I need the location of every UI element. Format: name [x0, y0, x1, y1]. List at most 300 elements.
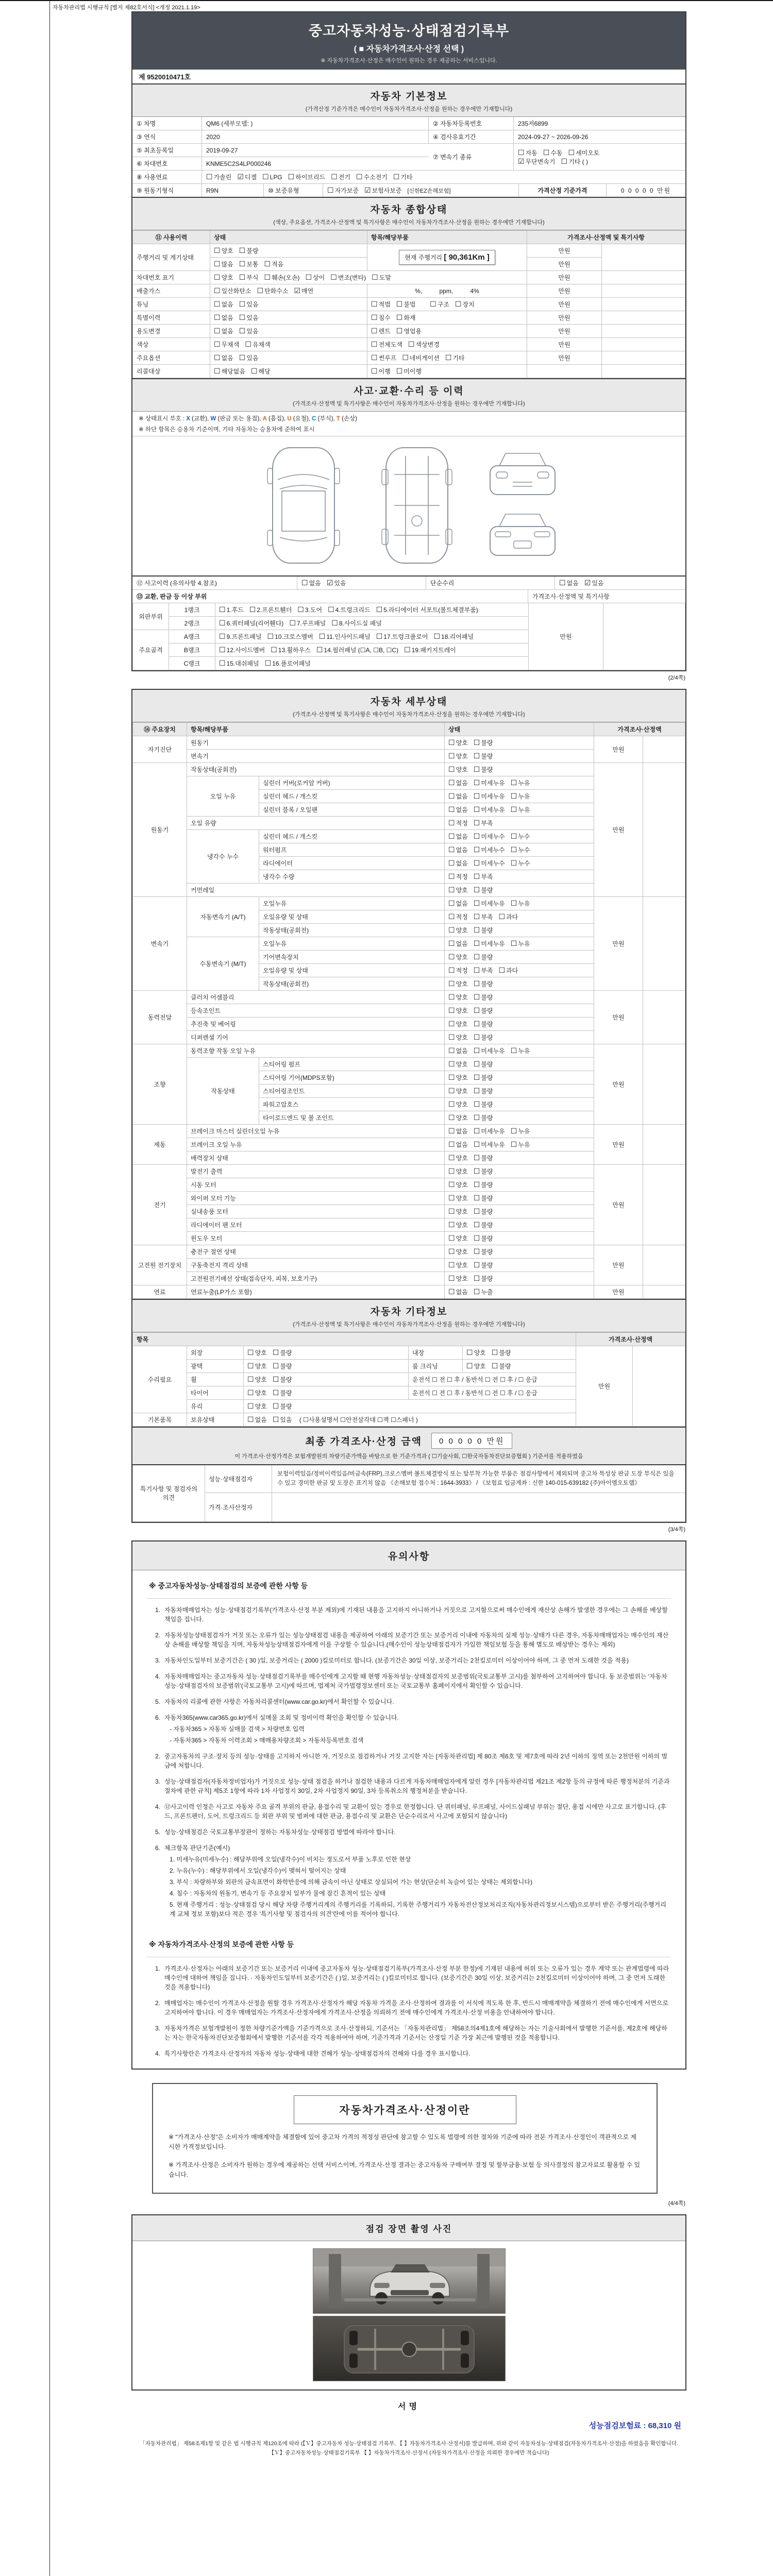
checkbox-option[interactable]: ☐ 적정	[448, 912, 468, 921]
state-options	[445, 857, 594, 870]
checkbox-option[interactable]: ☐ 없음	[448, 1287, 468, 1296]
checkbox-option[interactable]: ☐ 있음	[239, 353, 259, 362]
caution-number: 3.	[155, 1656, 160, 1664]
checkbox-option[interactable]: ☐ 누유	[510, 899, 530, 907]
unchecked-checkbox-icon: ☐	[448, 792, 455, 800]
checkbox-option[interactable]: ☐ 9.프론트패널	[219, 632, 262, 640]
checkbox-option[interactable]: ☐ 없음	[448, 1046, 468, 1055]
checkbox-option[interactable]: ☐ 해당	[250, 367, 271, 375]
caution-item: 5. 자동차의 리콜에 관한 사항은 자동차리콜센터(www.car.go.kr)에서 확인할 수 있습니다.	[147, 1697, 671, 1706]
checkbox-option[interactable]: ☑ 디젤	[237, 173, 257, 181]
checkbox-option[interactable]: ☐ 썬루프	[371, 353, 397, 362]
col-item: 항목/해당부품	[187, 723, 445, 736]
checkbox-option[interactable]: ☐ 양호	[214, 273, 233, 281]
mileage-amount-options	[210, 258, 367, 271]
checkbox-option[interactable]: ☐ 네비게이션	[402, 353, 440, 362]
checkbox-option[interactable]: ☐ 불량	[473, 1167, 493, 1175]
state-options	[445, 1245, 594, 1259]
checkbox-option[interactable]: ☐ 없음	[214, 300, 233, 308]
device-item: 타이로드엔드 및 볼 조인트	[259, 1111, 445, 1125]
checkbox-option[interactable]: ☐ 불량	[473, 926, 493, 934]
checkbox-option[interactable]: ☐ 많음	[214, 260, 233, 268]
device-item: 실린더 헤드 / 개스킷	[259, 830, 445, 843]
checkbox-option[interactable]: ☐ 양호	[448, 1221, 468, 1229]
checkbox-option[interactable]: ☐ 6.쿼터패널(리어휀다)	[219, 619, 284, 627]
unchecked-checkbox-icon: ☐	[272, 1375, 279, 1383]
checkbox-option[interactable]: ☐ 불량	[473, 1087, 493, 1095]
checkbox-option[interactable]: ☐ 불량	[491, 1362, 511, 1370]
checkbox-option[interactable]: ☐ 양호	[466, 1348, 486, 1357]
checkbox-option[interactable]: ☐ 렌트	[371, 327, 391, 335]
checkbox-option[interactable]: ☐ 불량	[473, 1073, 493, 1081]
checkbox-option[interactable]: ☐ 18.리어패널	[433, 632, 474, 640]
checkbox-option[interactable]: ☐ 불량	[473, 1180, 493, 1189]
checkbox-option[interactable]: ☐ 양호	[448, 1100, 468, 1108]
checkbox-option[interactable]: ☐ 수동	[543, 148, 563, 157]
checkbox-option[interactable]: ☐ 불량	[473, 1006, 493, 1014]
unchecked-checkbox-icon: ☐	[271, 646, 277, 654]
checkbox-option[interactable]: ☐ 구조	[430, 300, 449, 308]
unchecked-checkbox-icon: ☐	[559, 579, 566, 587]
warranty-type-label: ⑩ 보증유형	[264, 184, 323, 197]
checkbox-option[interactable]: ☐ 누수	[510, 859, 530, 867]
checkbox-option[interactable]: ☑ 보험사보증	[364, 186, 402, 194]
caution-item: 3. 자동차가격은 보험개발원이 정한 차량기준가액을 기준가격으로 조사·산정하되, 기준서는 「자동차관리법」 제58조의4제1호에 해당하는 자는 기술사회에서 발행한 기준서를, 제2호에 해당하는 자는 한국자동차진단보증협회에서 발행한 기준서를 각각 적용하여야 하며, 기준가격과 기준서는 산정일 기준 가장 최근에 발행된 것을 적용합니다.	[147, 2024, 671, 2042]
checkbox-option[interactable]: ☐ 양호	[247, 1362, 267, 1370]
unchecked-checkbox-icon: ☐	[448, 926, 455, 934]
unchecked-checkbox-icon: ☐	[448, 1046, 455, 1055]
price-cell: 만원	[527, 244, 602, 258]
engine-type-label: ⑨ 원동기형식	[132, 184, 202, 197]
unchecked-checkbox-icon: ☐	[272, 1388, 279, 1397]
unchecked-checkbox-icon: ☐	[214, 273, 221, 281]
checkbox-option[interactable]: ☐ 불량	[473, 1154, 493, 1162]
detail-row	[133, 1285, 685, 1299]
final-price-note: 이 가격조사·산정가격은 보험개발원의 차량기준가액을 바탕으로 한 기준가격과 ( ☐기술사회, ☐한국자동차진단보증협회 ) 기준서를 적용하였음	[234, 1453, 583, 1460]
checkbox-option[interactable]: ☐ 양호	[448, 1073, 468, 1081]
checkbox-option[interactable]: ☐ 적법	[371, 300, 391, 308]
checkbox-option[interactable]: ☐ 있음	[239, 313, 259, 321]
overall-status-title: 자동차 종합상태	[370, 205, 448, 215]
checkbox-option[interactable]: ☐ 부족	[473, 819, 493, 827]
checkbox-option[interactable]: ☐ 있음	[239, 300, 259, 308]
special-notes-table	[132, 1464, 685, 1522]
table-row	[133, 1333, 685, 1346]
checkbox-option[interactable]: ☐ 양호	[214, 246, 233, 255]
caution-subitem: - 자동차365 > 자동차 이력조회 > 매매용차량조회 > 자동차등록번호 검색	[170, 1736, 364, 1744]
transmission-label: ⑦ 변속기 종류	[429, 144, 514, 170]
price-cell	[527, 365, 602, 378]
checkbox-option[interactable]: ☐ 없음	[448, 939, 468, 947]
state-options	[445, 1084, 594, 1098]
checkbox-option[interactable]: ☐ 미세누수	[473, 832, 505, 840]
checkbox-option[interactable]: ☐ 불량	[473, 1207, 493, 1215]
unchecked-checkbox-icon: ☐	[448, 1207, 455, 1215]
checkbox-option[interactable]: ☐ 불량	[272, 1402, 292, 1410]
checkbox-option[interactable]: ☐ 적음	[264, 260, 284, 268]
checkbox-option[interactable]: ☐ 있음	[239, 327, 259, 335]
checkbox-option[interactable]: ☐ 전기	[331, 173, 350, 181]
checkbox-option[interactable]: ☐ 기타	[393, 173, 413, 181]
checkbox-option[interactable]: ☐ 부족	[473, 966, 493, 974]
checkbox-option[interactable]: ☐ 부식	[239, 273, 259, 281]
table-row	[132, 117, 685, 130]
checkbox-option[interactable]: ☐ 양호	[466, 1362, 486, 1370]
unchecked-checkbox-icon: ☐	[272, 1402, 279, 1410]
checkbox-option[interactable]: ☐ 자동	[518, 148, 537, 157]
checkbox-option[interactable]: ☐ 미세누유	[473, 1127, 505, 1135]
detail-row	[133, 1044, 685, 1058]
checkbox-option[interactable]: ☐ 없음	[448, 1127, 468, 1135]
checkbox-option[interactable]: ☐ 보통	[239, 260, 259, 268]
price-cell: 만원	[527, 351, 602, 365]
unchecked-checkbox-icon: ☐	[510, 832, 517, 840]
checkbox-option[interactable]: ☐ 자가보증	[327, 186, 359, 194]
checkbox-option[interactable]: ☐ 전체도색	[371, 340, 402, 348]
checkbox-option[interactable]: ☐ 7.루프패널	[289, 619, 326, 627]
unchecked-checkbox-icon: ☐	[376, 605, 383, 614]
unchecked-checkbox-icon: ☐	[473, 926, 480, 934]
checkbox-option[interactable]: ☐ 불량	[473, 993, 493, 1001]
other-info-title: 자동차 기타정보	[370, 1307, 448, 1317]
checkbox-option[interactable]: ☐ 2.프론트휀더	[249, 605, 292, 614]
unchecked-checkbox-icon: ☐	[448, 912, 455, 921]
tire-options	[244, 1386, 409, 1400]
checkbox-option[interactable]: ☐ 불량	[272, 1362, 292, 1370]
checkbox-option[interactable]: ☐ 없음	[559, 579, 579, 587]
final-price-value: 0 0 0 0 0 만원	[431, 1433, 513, 1449]
cautions-list-1	[147, 1605, 671, 1919]
checkbox-option[interactable]: ☐ 미이행	[396, 367, 422, 375]
unchecked-checkbox-icon: ☐	[473, 1140, 480, 1148]
checkbox-option[interactable]: ☐ 없음	[448, 778, 468, 787]
state-options	[445, 790, 594, 803]
caution-number: 1.	[155, 1606, 160, 1614]
checkbox-option[interactable]: ☐ 양호	[448, 1247, 468, 1256]
checkbox-option[interactable]: ☐ 불량	[473, 1020, 493, 1028]
color-label: 색상	[133, 338, 210, 351]
unchecked-checkbox-icon: ☐	[473, 1274, 480, 1282]
checkbox-option[interactable]: ☐ 불량	[491, 1348, 511, 1357]
unchecked-checkbox-icon: ☐	[561, 157, 568, 165]
checkbox-option[interactable]: ☐ 불량	[473, 979, 493, 988]
checkbox-option[interactable]: ☐ 훼손(오손)	[264, 273, 300, 281]
checkbox-option[interactable]: ☐ 양호	[448, 1006, 468, 1014]
checkbox-option[interactable]: ☐ 없음	[448, 845, 468, 854]
checkbox-option[interactable]: ☐ 양호	[448, 1060, 468, 1068]
checkbox-option[interactable]: ☐ 불량	[473, 1060, 493, 1068]
checkbox-option[interactable]: ☐ 양호	[448, 1261, 468, 1269]
checkbox-option[interactable]: ☐ 무채색	[214, 340, 240, 348]
unchecked-checkbox-icon: ☐	[473, 778, 480, 787]
checkbox-option[interactable]: ☐ 불량	[272, 1388, 292, 1397]
checkbox-option[interactable]: ☐ 화재	[396, 313, 416, 321]
checkbox-option[interactable]: ☐ 양호	[448, 1274, 468, 1282]
checkbox-option[interactable]: ☐ 불량	[272, 1375, 292, 1383]
detail-status-title: 자동차 세부상태	[370, 697, 448, 707]
unchecked-checkbox-icon: ☐	[448, 845, 455, 854]
checkbox-option[interactable]: ☐ 미세누수	[473, 859, 505, 867]
notes-cell	[643, 991, 685, 1044]
unchecked-checkbox-icon: ☐	[356, 173, 363, 181]
checkbox-option[interactable]: ☐ 15.대쉬패널	[219, 659, 259, 667]
unchecked-checkbox-icon: ☐	[214, 300, 221, 308]
checkbox-option[interactable]: ☐ 8.사이드실 패널	[331, 619, 382, 627]
unchecked-checkbox-icon: ☐	[219, 646, 226, 654]
checkbox-option[interactable]: ☐ 기타	[445, 353, 465, 362]
checkbox-option[interactable]: ☐ 19.패키지트레이	[404, 646, 456, 654]
checkbox-option[interactable]: ☐ 13.휠하우스	[271, 646, 311, 654]
device-item: 실내송풍 모터	[187, 1205, 445, 1218]
checkbox-option[interactable]: ☐ 양호	[448, 1167, 468, 1175]
checkbox-option[interactable]: ☐ 5.라디에이터 서포트(볼트체결부품)	[376, 605, 478, 614]
checkbox-option[interactable]: ☐ 불량	[239, 246, 259, 255]
checkbox-option[interactable]: ☐ 10.크로스멤버	[267, 632, 313, 640]
checkbox-option[interactable]: ☐ 양호	[448, 738, 468, 747]
checkbox-option[interactable]: ☐ 양호	[448, 953, 468, 961]
checkbox-option[interactable]: ☐ 17.트렁크플로어	[376, 632, 428, 640]
checkbox-option[interactable]: ☑ 매연	[294, 286, 314, 295]
checkbox-option[interactable]: ☐ 불량	[473, 1274, 493, 1282]
checkbox-option[interactable]: ☐ 미세누유	[473, 792, 505, 800]
checkbox-option[interactable]: ☐ 불량	[473, 953, 493, 961]
table-row	[133, 1493, 685, 1521]
unchecked-checkbox-icon: ☐	[247, 1388, 254, 1397]
checkbox-option[interactable]: ☐ 없음	[448, 792, 468, 800]
checkbox-option[interactable]: ☐ 누유	[510, 1046, 530, 1055]
checkbox-option[interactable]: ☐ 누유	[510, 778, 530, 787]
checkbox-option[interactable]: ☐ 적정	[448, 872, 468, 880]
checkbox-option[interactable]: ☐ 불량	[473, 1033, 493, 1041]
state-options	[445, 924, 594, 937]
checkbox-option[interactable]: ☐ 이행	[371, 367, 391, 375]
checkbox-option[interactable]: ☐ 가솔린	[206, 173, 232, 181]
checkbox-option[interactable]: ☐ 과다	[498, 966, 518, 974]
exterior-options	[244, 1346, 409, 1360]
checkbox-option[interactable]: ☐ 불량	[473, 1194, 493, 1202]
checkbox-option[interactable]: ☐ 없음	[448, 859, 468, 867]
main-frame-label: 주요골격	[133, 630, 169, 670]
state-options	[445, 884, 594, 897]
checkbox-option[interactable]: ☐ 누유	[510, 805, 530, 814]
checkbox-option[interactable]: ☐ 불량	[473, 1221, 493, 1229]
checkbox-option[interactable]: ☐ 누출	[473, 1287, 493, 1296]
checkbox-option[interactable]: ☐ 4.트렁크리드	[328, 605, 371, 614]
checkbox-option[interactable]: ☐ 양호	[448, 993, 468, 1001]
checkbox-option[interactable]: ☐ 누유	[510, 1140, 530, 1148]
checkbox-option[interactable]: ☐ 양호	[448, 1180, 468, 1189]
cautions-list-2	[147, 1964, 671, 2058]
checkbox-option[interactable]: ☐ LPG	[262, 173, 282, 181]
checkbox-option[interactable]: ☐ 14.필러패널 (☐A, ☐B, ☐C)	[316, 646, 399, 654]
checkbox-option[interactable]: ☐ 미세누수	[473, 845, 505, 854]
checkbox-option[interactable]: ☐ 불량	[473, 1113, 493, 1122]
checkbox-option[interactable]: ☐ 세미오토	[568, 148, 600, 157]
checkbox-option[interactable]: ☐ 양호	[247, 1348, 267, 1357]
checkbox-option[interactable]: ☐ 없음	[448, 832, 468, 840]
checkbox-option[interactable]: ☐ 누유	[510, 1127, 530, 1135]
checkbox-option[interactable]: ☐ 없음	[214, 353, 233, 362]
checkbox-option[interactable]: ☐ 12.사이드멤버	[219, 646, 265, 654]
checkbox-option[interactable]: ☐ 양호	[247, 1388, 267, 1397]
checkbox-option[interactable]: ☐ 양호	[448, 1207, 468, 1215]
device-item: 변속기	[187, 750, 445, 763]
price-cell: 만원	[527, 284, 602, 298]
unchecked-checkbox-icon: ☐	[239, 327, 246, 335]
unchecked-checkbox-icon: ☐	[305, 273, 312, 281]
checkbox-option[interactable]: ☐ 양호	[448, 765, 468, 773]
notes-cell	[602, 311, 685, 325]
checkbox-option[interactable]: ☐ 불량	[473, 1247, 493, 1256]
checkbox-option[interactable]: ☐ 미세누유	[473, 778, 505, 787]
checkbox-option[interactable]: ☐ 하이브리드	[288, 173, 326, 181]
checkbox-option[interactable]: ☐ 불량	[272, 1348, 292, 1357]
caution-item: 6. 체크항목 판단기준(예시) 1. 미세누유(미세누수) : 해당부위에 오일(냉각수)이 비치는 정도로서 부품 노후로 인한 현상 2. 누유(누수) : 해당부위에서 오일(냉각수)이 맺혀서 떨어지는 상태 3. 부식 : 차량하부와 외판의 금속표면이 화학반응에 의해 금속이 아닌 상태로 상실되어 가는 현상(단순히 녹슬어 있는 상태는 제외합니다) 4. 침수 : 자동차의 원동기, 변속기 등 주요장치 일부가 물에 잠긴 흔적이 있는 상태 5. 현재 주행거리 : 성능·상태점검 당시 해당 차량 주행거리계의 주행거리를 기록하되, 기록한 주행거리가 자동차전산정보처리조직(자동차관리정보시스템)으로부터 받은 주행거리(주행거리계 교체 정보 포함)보다 적은 경우 '특기사항 및 점검자의 의견'란에 이를 적어야 합니다.	[147, 1843, 671, 1919]
checkbox-option[interactable]: ☐ 침수	[371, 313, 391, 321]
tuning-label: 튜닝	[133, 298, 210, 311]
unchecked-checkbox-icon: ☐	[510, 859, 517, 867]
unchecked-checkbox-icon: ☐	[448, 752, 455, 760]
rankB-options	[215, 643, 529, 657]
appraiser-label: 가격·조사산정자	[205, 1493, 272, 1521]
checkbox-option[interactable]: ☐ 적정	[448, 819, 468, 827]
checkbox-option[interactable]: ☐ 양호	[448, 1087, 468, 1095]
checkbox-option[interactable]: ☐ 양호	[448, 1113, 468, 1122]
checkbox-option[interactable]: ☐ 부족	[473, 872, 493, 880]
unchecked-checkbox-icon: ☐	[448, 1127, 455, 1135]
checkbox-option[interactable]: ☐ 16.플로어패널	[264, 659, 311, 667]
checkbox-option[interactable]: ☐ 없음	[214, 313, 233, 321]
checkbox-option[interactable]: ☐ 양호	[247, 1402, 267, 1410]
checkbox-option[interactable]: ☐ 없음	[448, 805, 468, 814]
checkbox-option[interactable]: ☐ 양호	[448, 1154, 468, 1162]
checkbox-option[interactable]: ☐ 과다	[498, 912, 518, 921]
unchecked-checkbox-icon: ☐	[331, 173, 338, 181]
checkbox-option[interactable]: ☐ 불법	[396, 300, 416, 308]
checkbox-option[interactable]: ☐ 양호	[247, 1375, 267, 1383]
unchecked-checkbox-icon: ☐	[396, 313, 403, 321]
checked-checkbox-icon: ☑	[294, 286, 301, 295]
checkbox-option[interactable]: ☐ 미세누유	[473, 1140, 505, 1148]
unchecked-checkbox-icon: ☐	[473, 845, 480, 854]
checkbox-option[interactable]: ☐ 색상변경	[408, 340, 440, 348]
simple-repair-label: 단순수리	[426, 577, 555, 589]
checkbox-option[interactable]: ☐ 양호	[448, 979, 468, 988]
checkbox-option[interactable]: ☐ 탄화수소	[257, 286, 289, 295]
checkbox-option[interactable]: ☐ 양호	[448, 926, 468, 934]
checkbox-option[interactable]: ☐ 11.인사이드패널	[318, 632, 371, 640]
unchecked-checkbox-icon: ☐	[448, 1180, 455, 1189]
unchecked-checkbox-icon: ☐	[448, 1020, 455, 1028]
checkbox-option[interactable]: ☐ 기타 ( )	[561, 157, 588, 165]
accident-history-options	[297, 577, 426, 589]
checkbox-option[interactable]: ☐ 일산화탄소	[214, 286, 251, 295]
checkbox-option[interactable]: ☐ 있음	[272, 1415, 292, 1423]
checkbox-option[interactable]: ☐ 불량	[473, 738, 493, 747]
checkbox-option[interactable]: ☑ 있음	[326, 579, 346, 587]
checkbox-option[interactable]: ☐ 해당없음	[214, 367, 245, 375]
checkbox-option[interactable]: ☐ 양호	[448, 752, 468, 760]
wheel-options	[244, 1373, 409, 1386]
checkbox-option[interactable]: ☐ 변조(변타)	[330, 273, 366, 281]
checkbox-option[interactable]: ☐ 불량	[473, 752, 493, 760]
checkbox-option[interactable]: ☐ 불량	[473, 1234, 493, 1242]
device-subgroup: 냉각수 누수	[187, 830, 259, 884]
table-row	[132, 144, 429, 157]
unchecked-checkbox-icon: ☐	[473, 805, 480, 814]
state-options	[445, 1178, 594, 1192]
checkbox-option[interactable]: ☐ 유채색	[245, 340, 271, 348]
state-options	[445, 750, 594, 763]
unchecked-checkbox-icon: ☐	[214, 286, 221, 295]
checkbox-option[interactable]: ☐ 누수	[510, 845, 530, 854]
vin-mark-label: 차대번호 표기	[133, 271, 210, 284]
checkbox-option[interactable]: ☐ 양호	[448, 1020, 468, 1028]
checkbox-option[interactable]: ☐ 영업용	[396, 327, 422, 335]
checkbox-option[interactable]: ☐ 상이	[305, 273, 325, 281]
unchecked-checkbox-icon: ☐	[371, 367, 378, 375]
unchecked-checkbox-icon: ☐	[473, 1046, 480, 1055]
checkbox-option[interactable]: ☑ 무단변속기	[518, 157, 556, 165]
checkbox-option[interactable]: ☐ 없음	[448, 1140, 468, 1148]
caution-item: 1. 가격조사·산정자는 아래의 보증기간 또는 보증거리 이내에 중고자동차 성능·상태점검기록부(가격조사·산정 부분 한정)에 기재된 내용에 허위 또는 오류가 있는 경우 계약 또는 관계법령에 따라 매수인에 대하여 책임을 집니다. · 자동차인도일부터 보증기간은 ( )일, 보증거리는 ( )킬로미터로 합니다. (보증기간은 30일 이상, 보증거리는 2천킬로미터 이상이어야 하며, 그 중 먼저 도래한 것을 적용합니다)	[147, 1964, 671, 1992]
checkbox-option[interactable]: ☐ 도말	[372, 273, 391, 281]
glass-options	[244, 1400, 576, 1413]
checkbox-option[interactable]: ☐ 미세누유	[473, 939, 505, 947]
warranty-insurer: [신한EZ손해보험]	[407, 188, 451, 194]
checkbox-option[interactable]: ☐ 없음	[214, 327, 233, 335]
checkbox-option[interactable]: ☐ 장치	[455, 300, 475, 308]
checkbox-option[interactable]: ☐ 불량	[473, 765, 493, 773]
checkbox-option[interactable]: ☐ 누유	[510, 792, 530, 800]
checkbox-option[interactable]: ☐ 없음	[247, 1415, 267, 1423]
checkbox-option[interactable]: ☐ 미세누유	[473, 1046, 505, 1055]
checkbox-option[interactable]: ☐ 미세누유	[473, 899, 505, 907]
have-state-detail: ( ☐사용설명서 ☐안전삼각대 ☐잭 ☐스패너 )	[299, 1416, 418, 1423]
checkbox-option[interactable]: ☐ 누유	[510, 939, 530, 947]
checkbox-option[interactable]: ☐ 적정	[448, 966, 468, 974]
accident-history-row	[132, 575, 685, 589]
table-row	[133, 338, 685, 351]
checkbox-option[interactable]: ☐ 없음	[448, 899, 468, 907]
checkbox-option[interactable]: ☐ 양호	[448, 886, 468, 894]
checkbox-option[interactable]: ☑ 있음	[584, 579, 604, 587]
checkbox-option[interactable]: ☐ 양호	[448, 1194, 468, 1202]
checkbox-option[interactable]: ☐ 3.도어	[297, 605, 323, 614]
device-item: 시동 모터	[187, 1178, 445, 1192]
checkbox-option[interactable]: ☐ 부족	[473, 912, 493, 921]
footer-line-1: 「자동차관리법」 제58조제1항 및 같은 법 시행규칙 제120조에 따라 (【Ｖ】중고자동차 성능·상태점검 기록부, 【 】자동차가격조사·산정서)를 발급하며, 위와 같이 자동차성능·상태점검(자동차가격조사·산정)을 하였음을 확인합니다.	[140, 2440, 678, 2447]
unchecked-checkbox-icon: ☐	[473, 1207, 480, 1215]
checkbox-option[interactable]: ☐ 없음	[301, 579, 321, 587]
checkbox-option[interactable]: ☐ 양호	[448, 1033, 468, 1041]
checkbox-option[interactable]: ☐ 1.후드	[219, 605, 244, 614]
device-item: 브레이크 오일 누유	[187, 1138, 445, 1151]
device-item: 스티어링 기어(MDPS포함)	[259, 1071, 445, 1084]
checkbox-option[interactable]: ☐ 불량	[473, 1261, 493, 1269]
checkbox-option[interactable]: ☐ 미세누유	[473, 805, 505, 814]
detail-status-header	[132, 690, 685, 722]
device-item: 실린더 헤드 / 개스킷	[259, 790, 445, 803]
checkbox-option[interactable]: ☐ 양호	[448, 1234, 468, 1242]
table-row	[132, 183, 685, 197]
checkbox-option[interactable]: ☐ 수소전기	[356, 173, 388, 181]
caution-item: 2. 자동차성능상태점검자가 거짓 또는 오류가 있는 성능상태점검 내용을 제공하여 아래의 보증기간 또는 보증거리 이내에 자동차의 실제 성능·상태가 다른 경우, 자동차매매업자는 매수인의 재산상 손해를 배상할 책임을 지며, 자동차성능상태점검자에게 이를 구상할 수 있습니다.(매수인이 성능상태점검자가 가입한 책임보험 등을 통해 별도로 배상받는 경우는 제외)	[147, 1631, 671, 1649]
checkbox-option[interactable]: ☐ 불량	[473, 1100, 493, 1108]
checkbox-option[interactable]: ☐ 누수	[510, 832, 530, 840]
tuning-sub-options	[367, 298, 527, 311]
checkbox-option[interactable]: ☐ 불량	[473, 886, 493, 894]
